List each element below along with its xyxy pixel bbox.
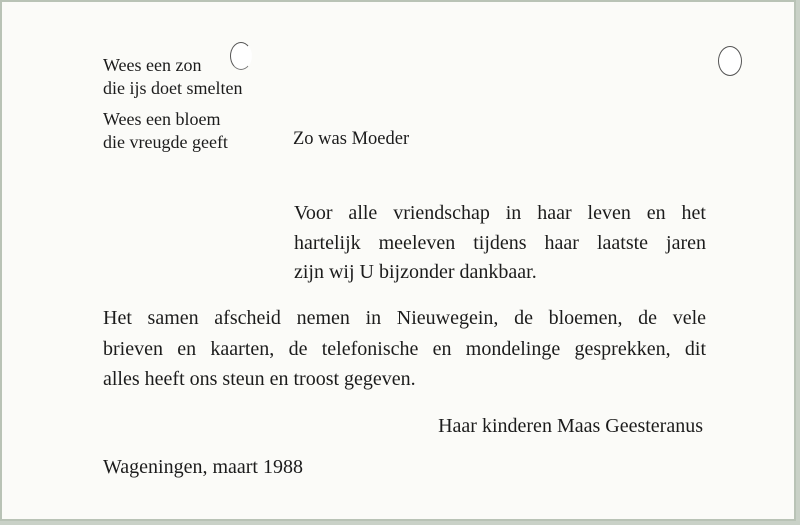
farewell-paragraph xyxy=(103,303,706,395)
poem-line: Wees een bloem xyxy=(103,109,221,129)
thanks-line: zijn wij U bijzonder dankbaar. xyxy=(294,261,537,283)
farewell-line: alles heeft ons steun en troost gegeven. xyxy=(103,368,416,390)
card-heading: Zo was Moeder xyxy=(293,129,410,149)
thanks-line: hartelijk meeleven tijdens haar laatste jaren xyxy=(294,231,706,254)
signature: Haar kinderen Maas Geesteranus xyxy=(438,415,703,437)
poem-line: Wees een zon xyxy=(103,55,202,75)
place-date: Wageningen, maart 1988 xyxy=(103,456,303,478)
poem-line: die vreugde geeft xyxy=(103,132,228,152)
punch-hole-right xyxy=(718,46,742,76)
thanks-line: Voor alle vriendschap in haar leven en het xyxy=(294,202,706,224)
poem xyxy=(103,54,242,154)
thanks-paragraph xyxy=(294,199,706,288)
farewell-line: Het samen afscheid nemen in Nieuwegein, de bloemen, de vele xyxy=(103,307,706,329)
farewell-line: brieven en kaarten, de telefonische en mondelinge gesprekken, dit xyxy=(103,337,706,360)
poem-line: die ijs doet smelten xyxy=(103,78,243,98)
